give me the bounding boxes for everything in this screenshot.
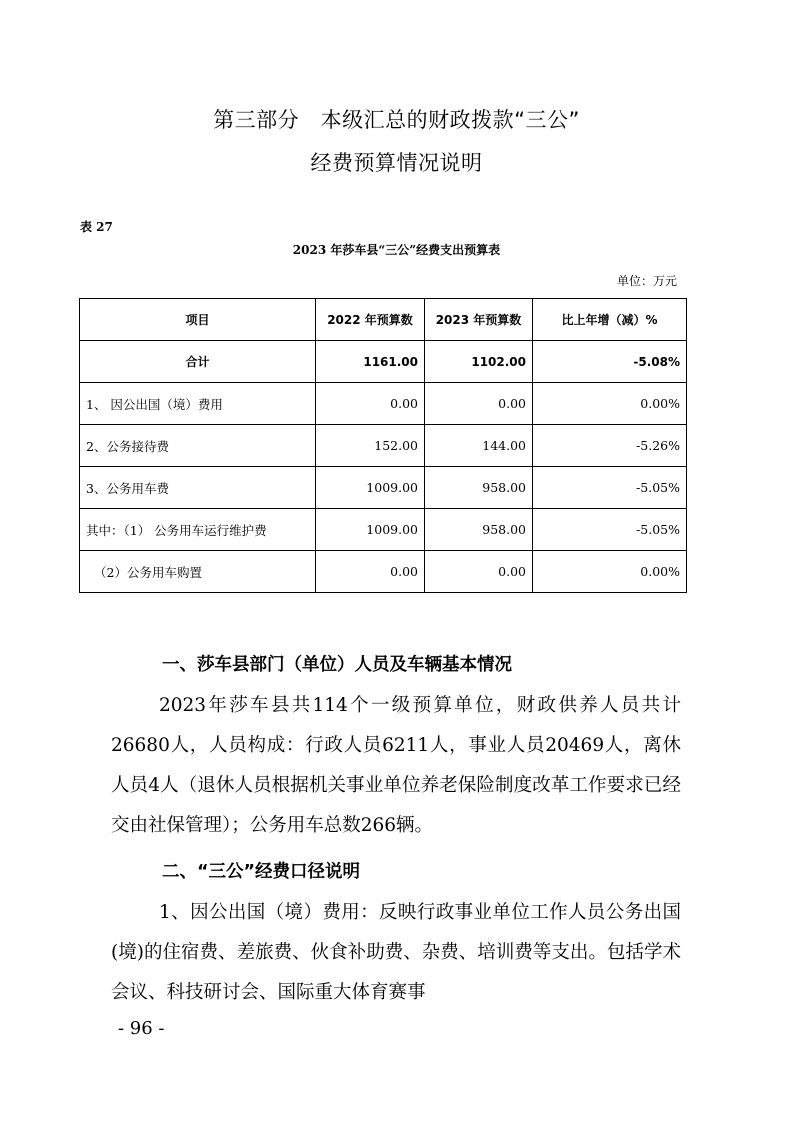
cell-item: 其中：（1） 公务用车运行维护费: [80, 509, 316, 551]
cell-2023: 0.00: [425, 383, 533, 425]
paragraph-personnel: 2023年莎车县共114个一级预算单位，财政供养人员共计26680人，人员构成：行政人员6211人，事业人员20469人，离休人员4人（退休人员根据机关事业单位养老保险制度改革工作要求已经交由社保管理）；公务用车总数266辆。: [111, 695, 681, 836]
cell-change: -5.05%: [533, 509, 687, 551]
section-title-line2: 经费预算情况说明: [310, 151, 483, 175]
section-title-line1: 第三部分 本级汇总的财政拨款“三公”: [213, 108, 580, 132]
cell-item: 合计: [80, 341, 316, 383]
cell-2022: 0.00: [316, 551, 425, 593]
cell-2023: 0.00: [425, 551, 533, 593]
page-number: - 96 -: [118, 1018, 165, 1039]
table-title: 2023 年莎车县“三公”经费支出预算表: [292, 243, 501, 257]
cell-2022: 1009.00: [316, 467, 425, 509]
budget-table: [79, 298, 687, 593]
table-number: 表 27: [80, 220, 113, 234]
cell-2022: 0.00: [316, 383, 425, 425]
cell-2023: 958.00: [425, 509, 533, 551]
cell-2023: 1102.00: [425, 341, 533, 383]
cell-2022: 152.00: [316, 425, 425, 467]
paragraph-overseas-expenses: 1、因公出国（境）费用：反映行政事业单位工作人员公务出国(境)的住宿费、差旅费、伙食补助费、杂费、培训费等支出。包括学术会议、科技研讨会、国际重大体育赛事: [111, 902, 681, 1003]
header-item: 项目: [80, 299, 316, 341]
cell-item: （2）公务用车购置: [80, 551, 316, 593]
table-row-total: [80, 341, 687, 383]
header-2023: 2023 年预算数: [425, 299, 533, 341]
cell-2023: 958.00: [425, 467, 533, 509]
cell-change: 0.00%: [533, 551, 687, 593]
cell-change: 0.00%: [533, 383, 687, 425]
cell-change: -5.26%: [533, 425, 687, 467]
cell-item: 2、公务接待费: [80, 425, 316, 467]
table-row: [80, 551, 687, 593]
header-2022: 2022 年预算数: [316, 299, 425, 341]
cell-item: 3、公务用车费: [80, 467, 316, 509]
cell-change: -5.08%: [533, 341, 687, 383]
cell-2022: 1161.00: [316, 341, 425, 383]
table-row: [80, 425, 687, 467]
heading-personnel-vehicles: 一、莎车县部门（单位）人员及车辆基本情况: [162, 655, 512, 675]
table-row: [80, 467, 687, 509]
header-change: 比上年增（减）%: [533, 299, 687, 341]
table-row: [80, 509, 687, 551]
unit-label: 单位：万元: [616, 274, 677, 288]
table-row: [80, 383, 687, 425]
cell-2022: 1009.00: [316, 509, 425, 551]
cell-item: 1、 因公出国（境）费用: [80, 383, 316, 425]
cell-2023: 144.00: [425, 425, 533, 467]
heading-scope-explanation: 二、“三公”经费口径说明: [162, 862, 361, 882]
cell-change: -5.05%: [533, 467, 687, 509]
table-header-row: [80, 299, 687, 341]
